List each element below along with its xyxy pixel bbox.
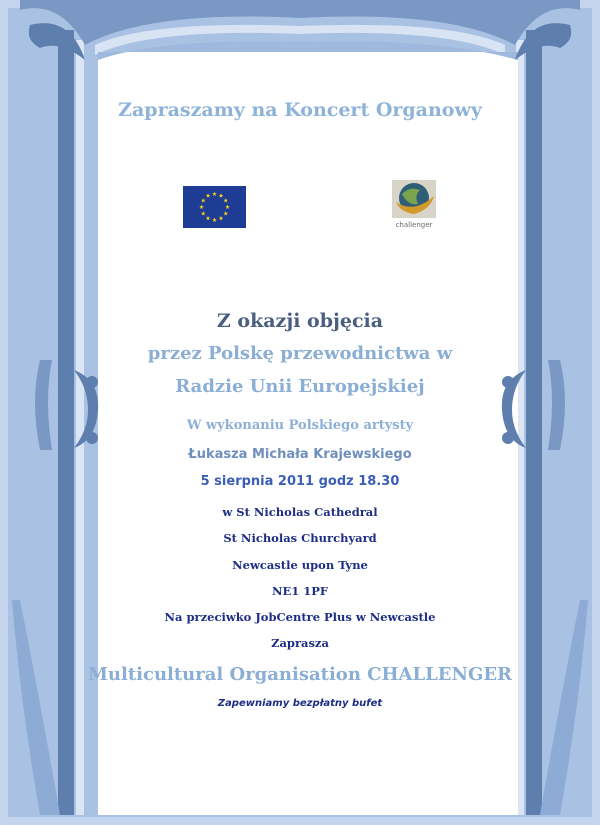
logo-caption: challenger xyxy=(395,221,433,229)
venue-postcode: NE1 1PF xyxy=(271,584,329,598)
invites-text: Zaprasza xyxy=(271,636,329,650)
heading-line-2: przez Polskę przewodnictwa w xyxy=(147,343,453,364)
venue-city: Newcastle upon Tyne xyxy=(232,558,368,572)
globe-logo-icon xyxy=(388,180,440,230)
date-time: 5 sierpnia 2011 godz 18.30 xyxy=(200,474,400,489)
venue-name: w St Nicholas Cathedral xyxy=(222,505,378,519)
page-title: Zapraszamy na Koncert Organowy xyxy=(118,99,482,121)
heading-line-1: Z okazji objęcia xyxy=(216,310,384,332)
venue-directions: Na przeciwko JobCentre Plus w Newcastle xyxy=(164,610,436,624)
venue-street: St Nicholas Churchyard xyxy=(223,531,377,545)
buffet-note: Zapewniamy bezpłatny bufet xyxy=(217,698,383,709)
performer-name: Łukasza Michała Krajewskiego xyxy=(188,447,412,462)
performer-intro: W wykonaniu Polskiego artysty xyxy=(186,418,414,433)
eu-flag-icon xyxy=(183,186,246,228)
heading-line-3: Radzie Unii Europejskiej xyxy=(175,376,425,397)
organizer-name: Multicultural Organisation CHALLENGER xyxy=(87,664,513,685)
